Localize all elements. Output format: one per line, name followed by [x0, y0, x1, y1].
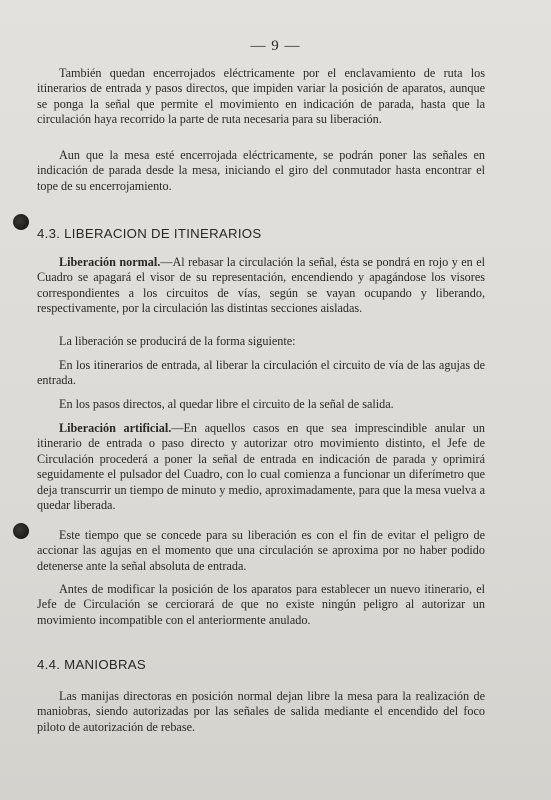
paragraph-pasos-directos: En los pasos directos, al quedar libre el circuito de la señal de salida. — [59, 397, 394, 411]
paragraph-liberacion-normal — [37, 255, 485, 317]
paragraph-antes-modificar: Antes de modificar la posición de los aparatos para establecer un nuevo itinerario, el Jefe de Circulación se cerciorará de que no existe ningún peligro al autorizar un movimiento incompatible con el anteriormente anulado. — [37, 582, 485, 627]
section-heading-4-3: 4.3. LIBERACION DE ITINERARIOS — [37, 226, 262, 241]
paragraph-itinerarios-entrada: En los itinerarios de entrada, al liberar la circulación el circuito de vía de las agujas de entrada. — [37, 358, 485, 388]
paragraph-liberacion-artificial — [37, 421, 485, 513]
lead-liberacion-normal: Liberación normal. — [59, 255, 161, 269]
paragraph-mesa-encerrojada: Aun que la mesa esté encerrojada eléctricamente, se podrán poner las señales en indicación de parada desde la mesa, iniciando el giro del conmutador hasta encontrar el tope de su encerrojamiento. — [37, 148, 485, 193]
section-heading-4-4: 4.4. MANIOBRAS — [37, 657, 146, 672]
punch-hole — [13, 214, 29, 230]
lead-liberacion-artificial: Liberación artificial. — [59, 421, 172, 435]
text-liberacion-normal: —Al rebasar la circulación la señal, ésta se pondrá en rojo y en el Cuadro se apagará el visor de su representación, encendiendo y apagándose los visores correspondientes a los circuitos de vías, según se vayan ocupando y liberando, respectivamente, por la circulación las distintas secciones aisladas. — [37, 255, 486, 316]
paragraph-encerrojados: También quedan encerrojados eléctricamente por el enclavamiento de ruta los itinerarios de entrada y pasos directos, que impiden variar la posición de aparatos, aunque se ponga la señal que permite el movimiento en indicación de parada, hasta que la circulación haya recorrido la parte de ruta necesaria para su liberación. — [37, 66, 485, 127]
punch-hole — [13, 523, 29, 539]
paragraph-forma-siguiente: La liberación se producirá de la forma siguiente: — [59, 334, 296, 348]
paragraph-manijas: Las manijas directoras en posición normal dejan libre la mesa para la realización de maniobras, siendo autorizadas por las señales de salida mediante el encendido del foco piloto de autorización de rebase. — [37, 689, 485, 734]
text-liberacion-artificial: —En aquellos casos en que sea imprescindible anular un itinerario de entrada o paso directo y autorizar otro movimiento distinto, el Jefe de Circulación procederá a poner la señal de entrada en indicación de parada y oprimirá seguidamente el pulsador del Cuadro, con lo cual comienza a funcionar un diferímetro que deja transcurrir un tiempo de minuto y medio, aproximadamente, para que la mesa vuelva a quedar liberada. — [37, 421, 485, 513]
page-number: — 9 — — [250, 38, 301, 54]
paragraph-tiempo-liberacion: Este tiempo que se concede para su liberación es con el fin de evitar el peligro de accionar las agujas en el momento que una circulación se aproxima por no haber podido detenerse ante la señal absoluta de entrada. — [37, 528, 485, 573]
